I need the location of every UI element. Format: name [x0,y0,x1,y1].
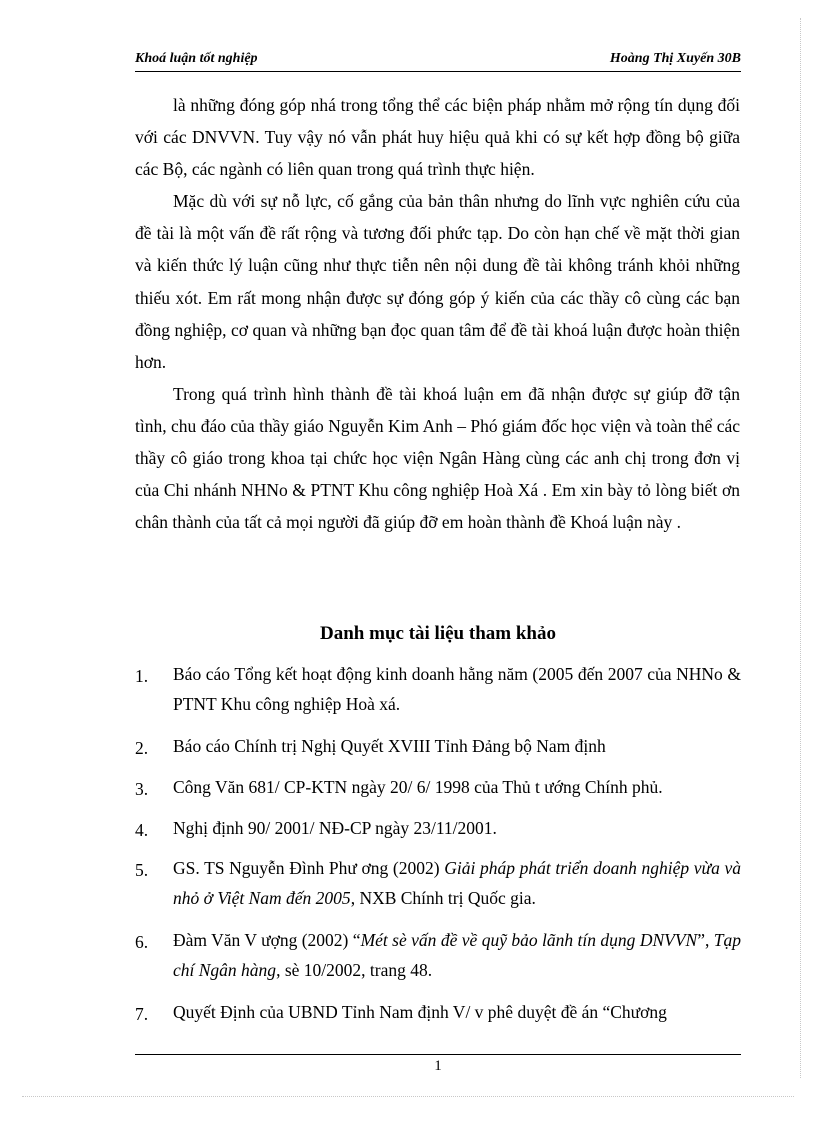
page-border-bottom [22,1096,794,1097]
reference-number: 4. [135,820,149,840]
reference-number: 6. [135,932,149,952]
reference-text: Công Văn 681/ CP-KTN ngày 20/ 6/ 1998 của Thủ t ướng Chính phủ. [173,777,663,797]
reference-number: 7. [135,1004,149,1024]
reference-number: 5. [135,860,149,880]
paragraph: Trong quá trình hình thành đề tài khoá luận em đã nhận được sự giúp đỡ tận tình, chu đáo của thầy giáo Nguyễn Kim Anh – Phó giám đốc học viện và toàn thể các thầy cô giáo trong khoa tại chức học viện Ngân Hàng cùng các anh chị trong đơn vị của Chi nhánh NHNo & PTNT Khu công nghiệp Hoà Xá . Em xin bày tỏ lòng biết ơn chân thành của tất cả mọi người đã giúp đỡ em hoàn thành đề Khoá luận này . [135,383,740,533]
paragraph: Mặc dù với sự nỗ lực, cố gắng của bản thân nhưng do lĩnh vực nghiên cứu của đề tài là một vấn đề rất rộng và tương đối phức tạp. Do còn hạn chế về mặt thời gian và kiến thức lý luận cũng như thực tiễn nên nội dung đề tài không tránh khỏi những thiếu xót. Em rất mong nhận được sự đóng góp ý kiến của các thầy cô cùng các bạn đồng nghiệp, cơ quan và những bạn đọc quan tâm để đề tài khoá luận được hoàn thiện hơn. [135,191,740,372]
page-header [135,49,741,72]
reference-number: 1. [135,666,149,686]
reference-number: 3. [135,779,149,799]
page-number: 1 [434,1058,442,1074]
page-border-right [800,18,801,1078]
reference-text: Đàm Văn V ượng (2002) “Mét sè vấn đề về quỹ bảo lãnh tín dụng DNVVN”, Tạp chí Ngân hàng, sè 10/2002, trang 48. [173,930,741,980]
reference-text: Báo cáo Tổng kết hoạt động kinh doanh hằng năm (2005 đến 2007 của NHNo & PTNT Khu công nghiệp Hoà xá. [173,664,741,714]
reference-text: Quyết Định của UBND Tỉnh Nam định V/ v phê duyệt đề án “Chương [173,1002,667,1022]
body-text [135,89,740,538]
reference-text: Báo cáo Chính trị Nghị Quyết XVIII Tỉnh Đảng bộ Nam định [173,736,606,756]
references-title: Danh mục tài liệu tham khảo [320,623,556,644]
paragraph: là những đóng góp nhá trong tổng thể các biện pháp nhằm mở rộng tín dụng đối với các DNVVN. Tuy vậy nó vẫn phát huy hiệu quả khi có sự kết hợp đồng bộ giữa các Bộ, các ngành có liên quan trong quá trình thực hiện. [135,95,740,180]
reference-number: 2. [135,738,149,758]
reference-text: Nghị định 90/ 2001/ NĐ-CP ngày 23/11/2001. [173,818,497,838]
reference-text: GS. TS Nguyễn Đình Phư ơng (2002) Giải pháp phát triển doanh nghiệp vừa và nhỏ ở Việt Nam đến 2005, NXB Chính trị Quốc gia. [173,858,741,908]
header-author: Hoàng Thị Xuyến 30B [609,51,741,66]
header-left-title: Khoá luận tốt nghiệp [135,51,258,66]
footer-divider [135,1054,741,1055]
